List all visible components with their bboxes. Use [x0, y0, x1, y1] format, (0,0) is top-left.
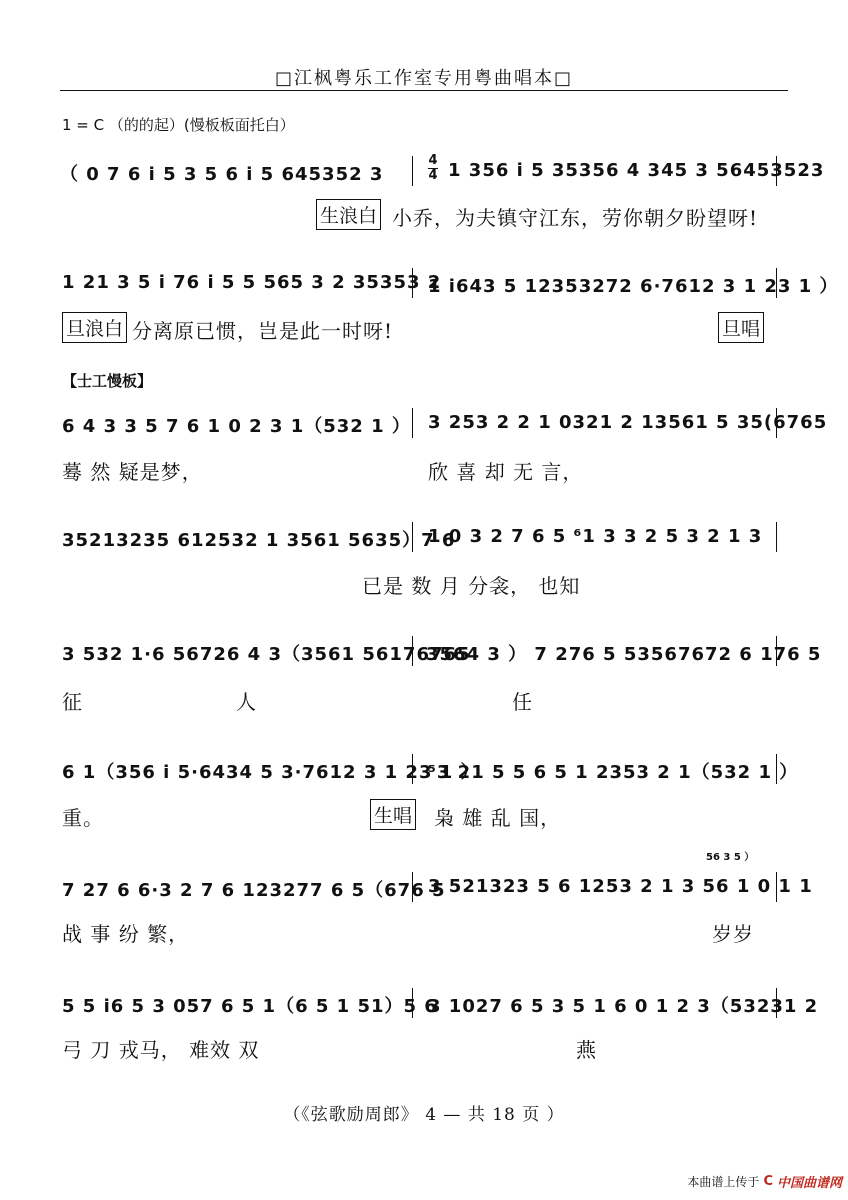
system-7-music-left: 7 27 6 6·3 2 7 6 123277 6 5（676 5 — [62, 880, 446, 901]
site-name: 中国曲谱网 — [776, 1176, 842, 1191]
system-7-lyric-left: 战 事 纷 繁， — [62, 922, 190, 946]
system-2-music-left: 1 21 3 5 i 76 i 5 5 565 3 2 35353 2 — [62, 272, 442, 293]
system-5-music-left: 3 532 1·6 56726 4 3（3561 56176765 — [62, 644, 471, 665]
barline — [412, 872, 413, 902]
page-footer: （《弦歌励周郎》 4 — 共 18 页 ） — [283, 1105, 565, 1125]
key-signature: 1 = C （的的起）(慢板板面托白） — [62, 116, 295, 134]
system-8-lyric-right: 燕 — [576, 1038, 597, 1062]
barline — [776, 636, 777, 666]
role-label-dan-chang: 旦唱 — [718, 312, 764, 343]
grace-notes: 56 3 5 ） — [706, 852, 755, 863]
role-label-dan-langbai: 旦浪白 — [62, 312, 127, 343]
system-2-music-right: 1 i643 5 12353272 6·7612 3 1 23 1 ） — [428, 276, 839, 297]
system-5-lyric-2: 人 — [236, 690, 257, 714]
system-4-music-left: 35213235 612532 1 3561 5635）7 6 — [62, 530, 456, 551]
barline — [776, 988, 777, 1018]
system-5-music-right: 3564 3 ） 7 276 5 53567672 6 176 5 — [426, 644, 822, 665]
barline — [412, 522, 413, 552]
page-header: □江枫粤乐工作室专用粤曲唱本□ — [274, 68, 573, 89]
system-3-music-right: 3 253 2 2 1 0321 2 13561 5 35(6765 — [428, 412, 828, 433]
role-label-sheng-chang: 生唱 — [370, 799, 416, 830]
barline — [412, 268, 413, 298]
system-1-music-right: 1 356 i 5 35356 4 345 3 56453523 — [448, 160, 825, 181]
time-signature-bottom: 4 — [428, 168, 438, 183]
system-4-lyric: 已是 数 月 分衾， 也知 — [362, 574, 581, 598]
system-1-lyric: 小乔，为夫镇守江东，劳你朝夕盼望呀! — [392, 206, 759, 230]
barline — [776, 268, 777, 298]
system-6-music-right: ⁵3 21 5 5 6 5 1 2353 2 1（532 1 ） — [428, 762, 799, 783]
system-5-lyric-3: 任 — [512, 690, 533, 714]
barline — [412, 988, 413, 1018]
system-6-lyric-left: 重。 — [62, 806, 104, 830]
system-8-lyric-left: 弓 刀 戎马， 难效 双 — [62, 1038, 260, 1062]
header-rule — [60, 90, 788, 91]
system-6-lyric-right: 枭 雄 乱 国， — [434, 806, 562, 830]
site-logo-icon: C — [763, 1174, 773, 1189]
system-7-music-right: 3 521323 5 6 1253 2 1 3 56 1 0 1 1 — [428, 876, 813, 897]
barline — [776, 872, 777, 902]
system-7-lyric-right: 岁岁 — [712, 922, 754, 946]
credit-prefix: 本曲谱上传于 — [687, 1175, 760, 1189]
system-6-music-left: 6 1（356 i 5·6434 5 3·7612 3 1 23 1 ） — [62, 762, 480, 783]
upload-credit — [687, 1172, 842, 1191]
system-3-lyric-right: 欣 喜 却 无 言， — [428, 460, 584, 484]
system-1-music-left: （ 0 7 6 i 5 3 5 6 i 5 645352 3 — [60, 164, 384, 185]
barline — [776, 754, 777, 784]
role-label-sheng-langbai: 生浪白 — [316, 199, 381, 230]
time-signature-top: 4 — [428, 153, 438, 168]
time-signature — [428, 154, 438, 183]
system-8-music-left: 5 5 i6 5 3 057 6 5 1（6 5 1 51）5 6 — [62, 996, 438, 1017]
system-4-music-right: 1 0 3 2 7 6 5 ⁶1 3 3 2 5 3 2 1 3 — [428, 526, 763, 547]
barline — [412, 156, 413, 186]
system-2-lyric: 分离原已惯，岂是此一时呀! — [132, 319, 394, 343]
system-3-music-left: 6 4 3 3 5 7 6 1 0 2 3 1（532 1 ） — [62, 416, 411, 437]
barline — [776, 156, 777, 186]
barline — [412, 754, 413, 784]
barline — [412, 636, 413, 666]
barline — [776, 522, 777, 552]
system-5-lyric-1: 征 — [62, 690, 83, 714]
system-8-music-right: 3 1027 6 5 3 5 1 6 0 1 2 3（53231 2 — [428, 996, 819, 1017]
barline — [776, 408, 777, 438]
barline — [412, 408, 413, 438]
section-title: 【士工慢板】 — [62, 372, 153, 390]
system-3-lyric-left: 蓦 然 疑是梦， — [62, 460, 203, 484]
